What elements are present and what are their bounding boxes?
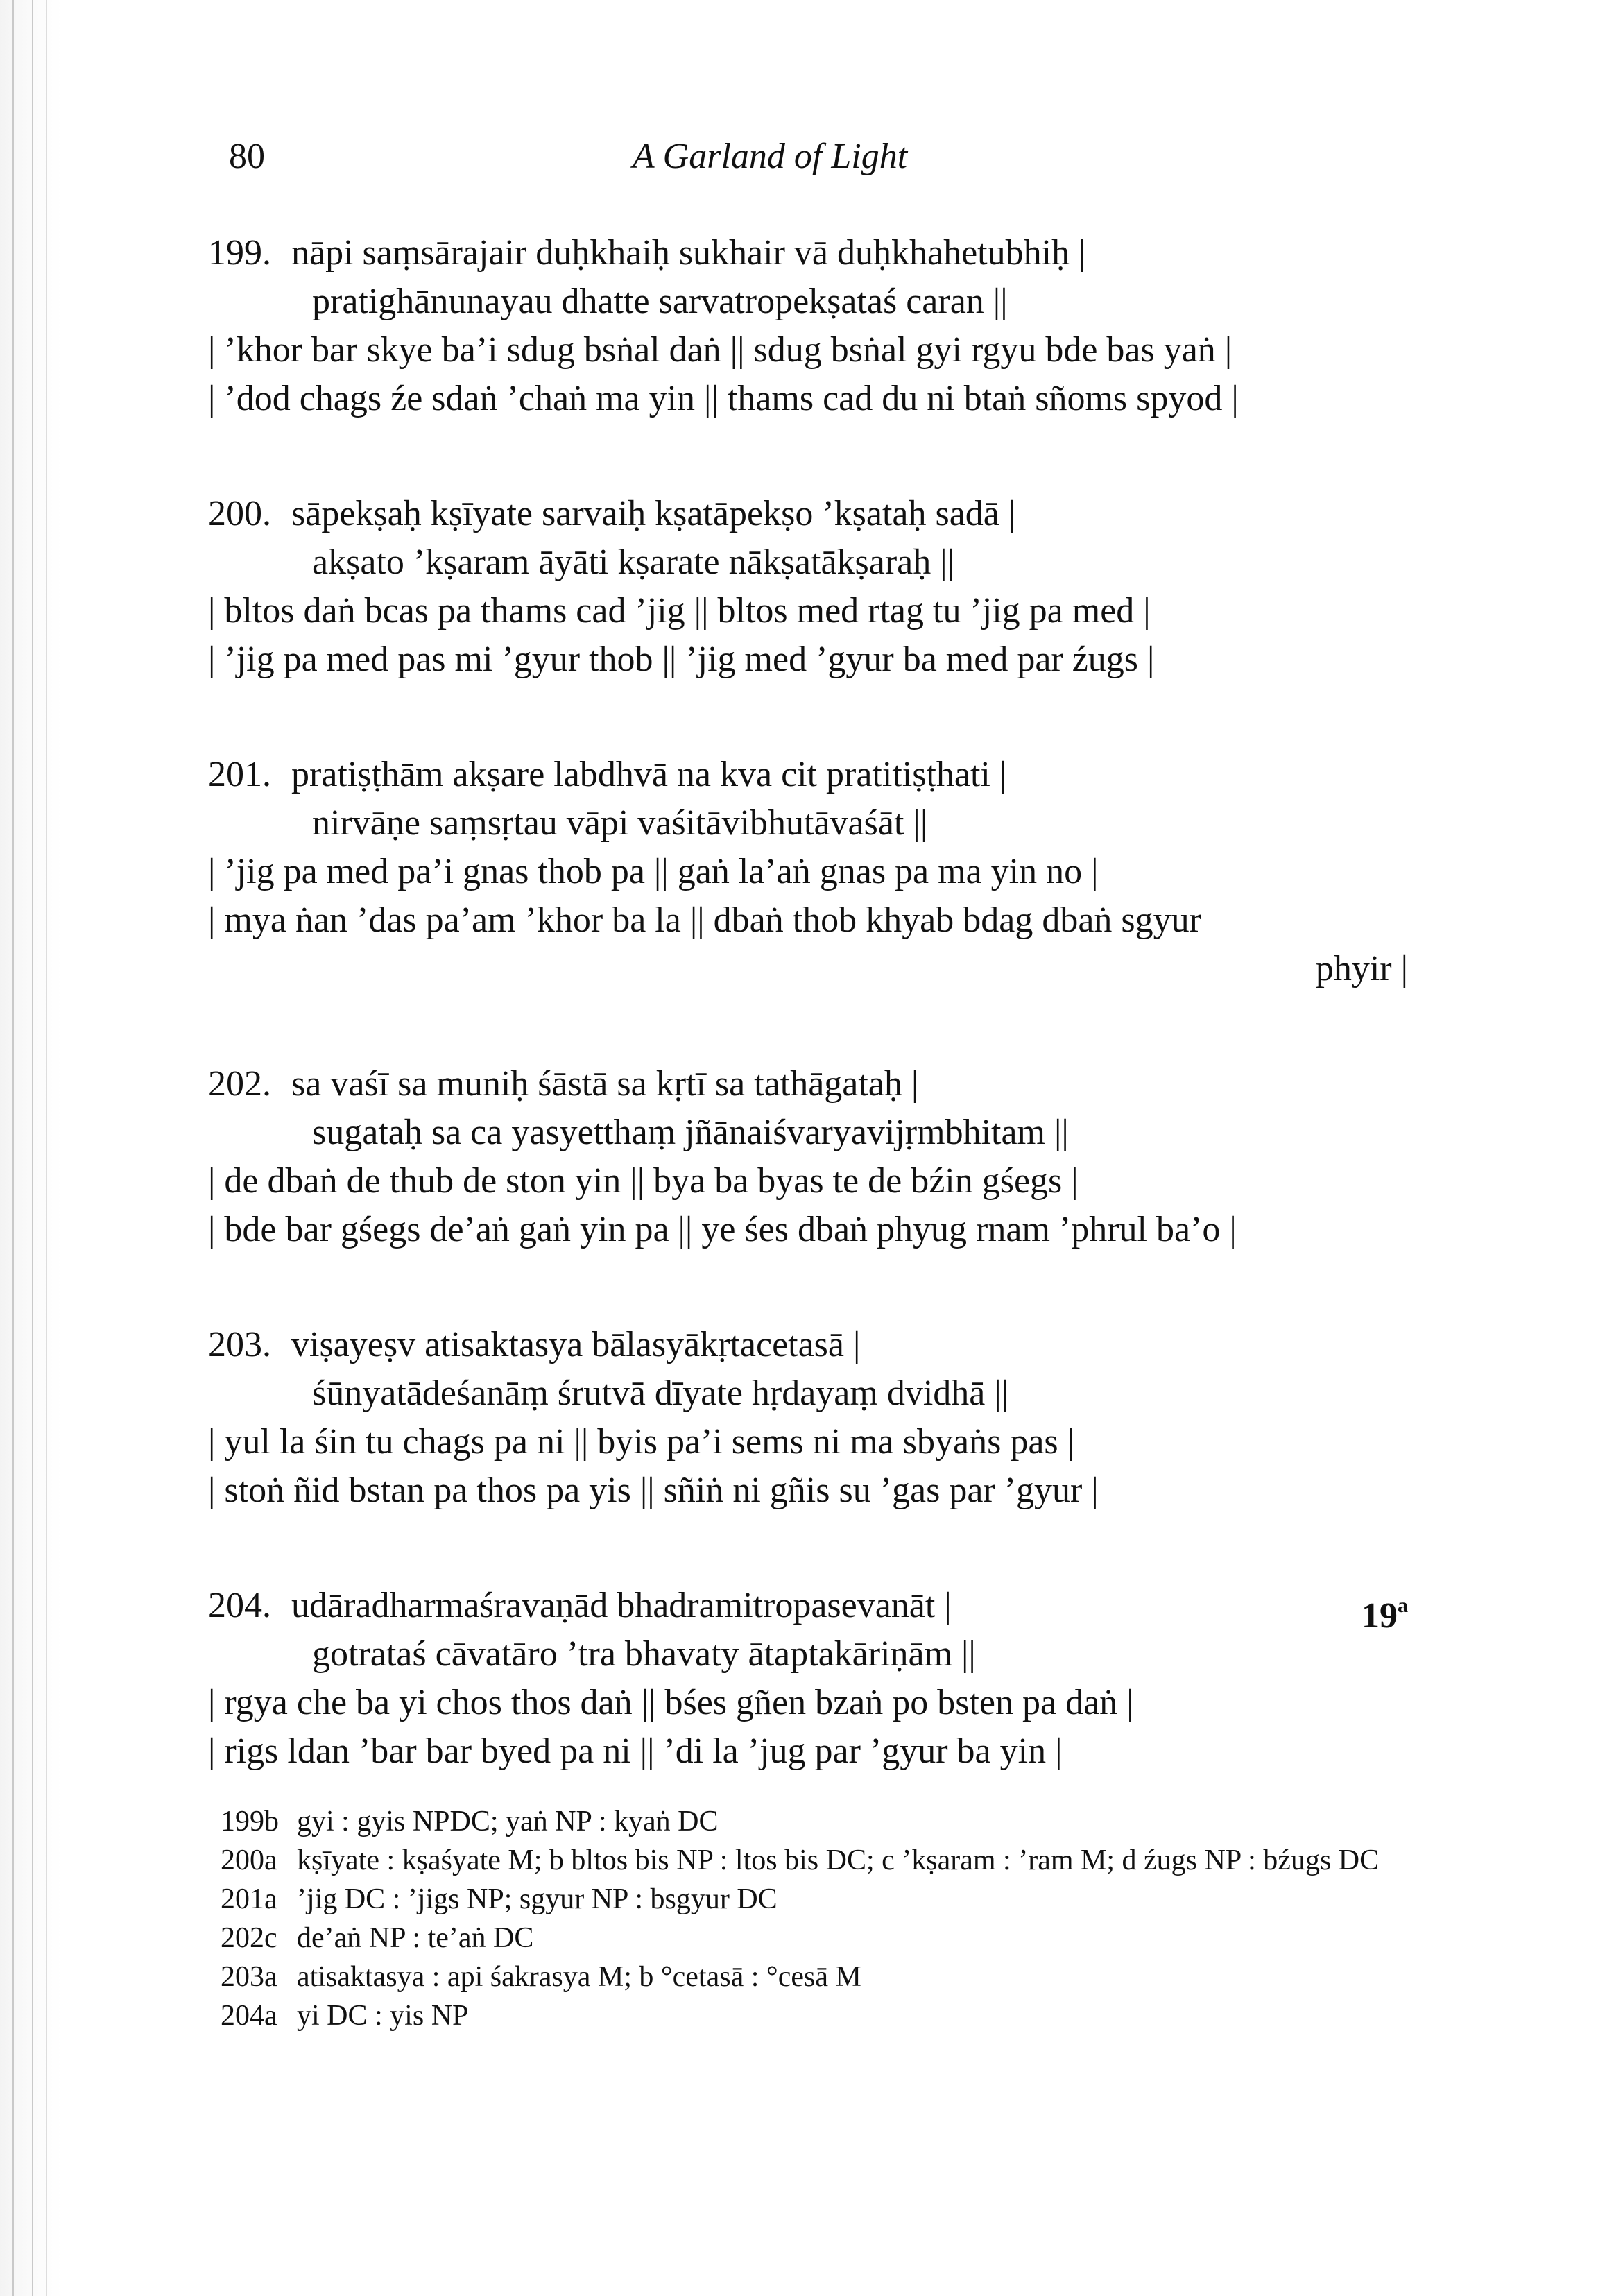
verse-line: | ’jig pa med pa’i gnas thob pa || gaṅ la’aṅ gnas pa ma yin no | — [208, 852, 1099, 891]
apparatus-note — [221, 1802, 1427, 1841]
note-text: atisaktasya : api śakrasya M; b °cetasā : °cesā M — [297, 1961, 861, 1993]
verse-number: 199. — [208, 233, 271, 273]
apparatus-note — [221, 1841, 1427, 1880]
verse-202 — [208, 1060, 1415, 1254]
verse-line: sugataḥ sa ca yasyetthaṃ jñānaiśvaryavijṛmbhitam || — [312, 1113, 1069, 1152]
folio-marker — [1362, 1582, 1408, 1640]
verse-line: śūnyatādeśanāṃ śrutvā dīyate hṛdayaṃ dvidhā || — [312, 1373, 1009, 1413]
note-text: ’jig DC : ’jigs NP; sgyur NP : bsgyur DC — [297, 1883, 778, 1915]
running-title: A Garland of Light — [632, 137, 908, 176]
verse-line: | bltos daṅ bcas pa thams cad ’jig || bltos med rtag tu ’jig pa med | — [208, 591, 1151, 631]
verse-203 — [208, 1321, 1415, 1515]
verse-204 — [208, 1582, 1415, 1776]
verse-200 — [208, 490, 1415, 684]
note-label: 202c — [221, 1922, 277, 1954]
verse-number: 202. — [208, 1064, 271, 1104]
book-binding-shadow — [0, 0, 62, 2296]
verse-line: | bde bar gśegs de’aṅ gaṅ yin pa || ye śes dbaṅ phyug rnam ’phrul ba’o | — [208, 1210, 1237, 1249]
verse-line: sa vaśī sa muniḥ śāstā sa kṛtī sa tathāgataḥ | — [291, 1064, 919, 1104]
verse-line: viṣayeṣv atisaktasya bālasyākṛtacetasā | — [291, 1325, 861, 1364]
binding-line — [32, 0, 33, 2296]
note-label: 201a — [221, 1883, 277, 1915]
page-number: 80 — [229, 137, 265, 176]
verse-line: pratiṣṭhām akṣare labdhvā na kva cit pratitiṣṭhati | — [291, 755, 1007, 794]
critical-apparatus — [221, 1802, 1427, 2035]
verse-number: 203. — [208, 1325, 271, 1364]
verse-line: udāradharmaśravaṇād bhadramitropasevanāt | — [291, 1586, 952, 1625]
verse-line: | ’jig pa med pas mi ’gyur thob || ’jig med ’gyur ba med par źugs | — [208, 640, 1155, 679]
verse-line: nirvāṇe saṃsṛtau vāpi vaśitāvibhutāvaśāt || — [312, 803, 928, 843]
verse-line: | ’khor bar skye ba’i sdug bsṅal daṅ || sdug bsṅal gyi rgyu bde bas yaṅ | — [208, 330, 1233, 370]
verse-line: akṣato ’kṣaram āyāti kṣarate nākṣatākṣaraḥ || — [312, 542, 955, 582]
page-header — [229, 136, 1408, 185]
verse-line: sāpekṣaḥ kṣīyate sarvaiḥ kṣatāpekṣo ’kṣataḥ sadā | — [291, 494, 1016, 533]
note-label: 200a — [221, 1844, 277, 1876]
verse-line: | yul la śin tu chags pa ni || byis pa’i sems ni ma sbyaṅs pas | — [208, 1422, 1075, 1462]
note-text: gyi : gyis NPDC; yaṅ NP : kyaṅ DC — [297, 1806, 719, 1837]
binding-line — [46, 0, 47, 2296]
verse-line: pratighānunayau dhatte sarvatropekṣataś caran || — [312, 282, 1008, 321]
note-label: 199b — [221, 1806, 279, 1837]
apparatus-note — [221, 1957, 1427, 1996]
verse-line: | mya ṅan ’das pa’am ’khor ba la || dbaṅ thob khyab bdag dbaṅ sgyur — [208, 900, 1201, 940]
note-label: 203a — [221, 1961, 277, 1993]
verse-line: gotrataś cāvatāro ’tra bhavaty ātaptakāriṇām || — [312, 1634, 976, 1674]
note-label: 204a — [221, 2000, 277, 2032]
verse-number: 201. — [208, 755, 271, 794]
note-text: kṣīyate : kṣaśyate M; b bltos bis NP : ltos bis DC; c ’kṣaram : ’ram M; d źugs NP : bźugs DC — [297, 1844, 1380, 1876]
note-text: de’aṅ NP : te’aṅ DC — [297, 1922, 534, 1954]
verse-line: | stoṅ ñid bstan pa thos pa yis || sñiṅ ni gñis su ’gas par ’gyur | — [208, 1471, 1099, 1510]
note-text: yi DC : yis NP — [297, 2000, 469, 2032]
verse-line-continuation: phyir | — [1315, 949, 1408, 988]
verse-201 — [208, 751, 1415, 993]
verse-number: 200. — [208, 494, 271, 533]
binding-line — [12, 0, 14, 2296]
verse-list — [208, 229, 1415, 1842]
verse-199 — [208, 229, 1415, 423]
apparatus-note — [221, 1880, 1427, 1919]
verse-line: | rigs ldan ’bar bar byed pa ni || ’di la ’jug par ’gyur ba yin | — [208, 1731, 1063, 1771]
verse-number: 204. — [208, 1586, 271, 1625]
folio-side: a — [1398, 1594, 1408, 1617]
verse-line: | ’dod chags źe sdaṅ ’chaṅ ma yin || thams cad du ni btaṅ sñoms spyod | — [208, 379, 1239, 418]
verse-line: | de dbaṅ de thub de ston yin || bya ba byas te de bźin gśegs | — [208, 1161, 1079, 1201]
apparatus-note — [221, 1996, 1427, 2035]
folio-number: 19 — [1362, 1596, 1398, 1636]
verse-line: nāpi saṃsārajair duḥkhaiḥ sukhair vā duḥkhahetubhiḥ | — [291, 233, 1086, 273]
apparatus-note — [221, 1919, 1427, 1957]
verse-line: | rgya che ba yi chos thos daṅ || bśes gñen bzaṅ po bsten pa daṅ | — [208, 1683, 1134, 1722]
